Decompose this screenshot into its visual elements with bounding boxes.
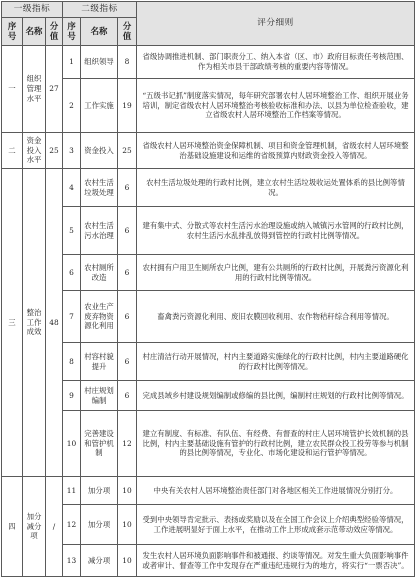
item-detail: “五级书记抓”制度落实情况，每年研究部署农村人居环境整治工作、组织开展业务培训，制定省级农村人居环境整治考核验收标准和办法、以县为单位检查验收，建立省级农村人居环境整治工作档案等情况。 (137, 79, 415, 133)
header-level2: 二级指标 (63, 2, 137, 18)
item-score: 6 (118, 207, 137, 255)
item-no: 6 (63, 255, 81, 291)
header-name-2: 名称 (81, 18, 118, 46)
item-score: 25 (118, 133, 137, 169)
header-score-1: 分值 (46, 18, 63, 46)
header-detail: 评分细则 (137, 2, 415, 46)
table-row (2, 46, 415, 79)
group-seq: 二 (2, 133, 23, 169)
item-no: 12 (63, 505, 81, 545)
group-seq: 四 (2, 477, 23, 577)
table-row (2, 255, 415, 291)
item-score: 6 (118, 381, 137, 411)
item-score: 10 (118, 545, 137, 577)
group-name: 组织管理水平 (23, 46, 46, 133)
item-name: 农村厕所改造 (81, 255, 118, 291)
item-name: 农业生产废弃物资源化利用 (81, 291, 118, 343)
item-score: 10 (118, 477, 137, 505)
item-detail: 中央有关农村人居环境整治责任部门对各地区相关工作进展情况分别打分。 (137, 477, 415, 505)
item-detail: 农村拥有户用卫生厕所农户比例，建有公共厕所的行政村比例，开展粪污资源化利用的行政村比例等情况。 (137, 255, 415, 291)
table-row (2, 477, 415, 505)
item-score: 6 (118, 255, 137, 291)
item-no: 10 (63, 411, 81, 477)
item-name: 组织领导 (81, 46, 118, 79)
header-level1: 一级指标 (2, 2, 63, 18)
group-score: / (46, 477, 63, 577)
item-no: 4 (63, 169, 81, 207)
group-score: 48 (46, 169, 63, 477)
table-row (2, 133, 415, 169)
item-no: 2 (63, 79, 81, 133)
table-row (2, 343, 415, 381)
header-name-1: 名称 (23, 18, 46, 46)
item-name: 工作实施 (81, 79, 118, 133)
header-score-2: 分值 (118, 18, 137, 46)
item-score: 10 (118, 505, 137, 545)
header-seq-1: 序号 (2, 18, 23, 46)
header-row-top (2, 2, 415, 18)
item-name: 加分项 (81, 477, 118, 505)
item-no: 1 (63, 46, 81, 79)
table-row (2, 381, 415, 411)
item-name: 完善建设和管护机制 (81, 411, 118, 477)
item-score: 6 (118, 291, 137, 343)
group-score: 27 (46, 46, 63, 133)
item-no: 3 (63, 133, 81, 169)
table-row (2, 505, 415, 545)
table-row (2, 545, 415, 577)
item-name: 减分项 (81, 545, 118, 577)
item-detail: 建有集中式、分散式等农村生活污水治理设施或纳入城镇污水管网的行政村比例，农村生活污水乱排乱放得到管控的行政村比例等情况。 (137, 207, 415, 255)
item-score: 6 (118, 343, 137, 381)
group-score: 25 (46, 133, 63, 169)
item-no: 13 (63, 545, 81, 577)
item-no: 8 (63, 343, 81, 381)
item-detail: 发生农村人居环境负面影响事件和被通报、约谈等情况。对发生重大负面影响事件或者审计、督查等工作中发现存在严重违纪违规行为的地方，将实行“一票否决”。 (137, 545, 415, 577)
group-name: 整治工作成效 (23, 169, 46, 477)
table-row (2, 207, 415, 255)
item-score: 19 (118, 79, 137, 133)
group-name: 加分减分项 (23, 477, 46, 577)
item-name: 村庄规划编制 (81, 381, 118, 411)
item-detail: 完成县域乡村建设规划编制或修编的县比例，编制村庄规划的行政村比例等情况。 (137, 381, 415, 411)
item-detail: 畜禽粪污资源化利用、废旧农膜回收利用、农作物秸秆综合利用等情况。 (137, 291, 415, 343)
evaluation-table (1, 1, 415, 577)
item-detail: 受到中央领导肯定批示、表扬或奖励以及在全国工作会议上介绍典型经验等情况，工作进展明显好于面上水平，在推动工作上形成成套示范带动效应等情况。 (137, 505, 415, 545)
group-name: 资金投入水平 (23, 133, 46, 169)
item-name: 资金投入 (81, 133, 118, 169)
item-detail: 农村生活垃圾处理的行政村比例，建立农村生活垃圾收运处置体系的县比例等情况。 (137, 169, 415, 207)
group-seq: 一 (2, 46, 23, 133)
item-score: 8 (118, 46, 137, 79)
table-row (2, 291, 415, 343)
item-name: 加分项 (81, 505, 118, 545)
item-detail: 省级农村人居环境整治资金保障机制、项目和资金管理机制，省级农村人居环境整治基础设施建设和运维的省级预算内财政资金投入等情况。 (137, 133, 415, 169)
table-row (2, 169, 415, 207)
header-seq-2: 序号 (63, 18, 81, 46)
item-score: 6 (118, 169, 137, 207)
item-detail: 省级协调推进机制、部门职责分工、纳入本省（区、市）政府目标责任考核范围、作为相关市县干部政绩考核的重要内容等情况。 (137, 46, 415, 79)
item-name: 农村生活污水治理 (81, 207, 118, 255)
item-no: 9 (63, 381, 81, 411)
item-no: 5 (63, 207, 81, 255)
item-name: 村容村貌提升 (81, 343, 118, 381)
table-row (2, 79, 415, 133)
group-seq: 三 (2, 169, 23, 477)
item-detail: 村庄清洁行动开展情况，村内主要道路实施绿化的行政村比例，村内主要道路硬化的行政村比例等情况。 (137, 343, 415, 381)
table-row (2, 411, 415, 477)
item-score: 12 (118, 411, 137, 477)
item-no: 7 (63, 291, 81, 343)
item-no: 11 (63, 477, 81, 505)
item-detail: 建立有制度、有标准、有队伍、有经费、有督查的村庄人居环境管护长效机制的县比例，村内主要基础设施有管护的行政村比例，建立农民群众投工投劳等参与机制的县比例等情况，专业化、市场化建设和运行管护等情况。 (137, 411, 415, 477)
item-name: 农村生活垃圾处理 (81, 169, 118, 207)
